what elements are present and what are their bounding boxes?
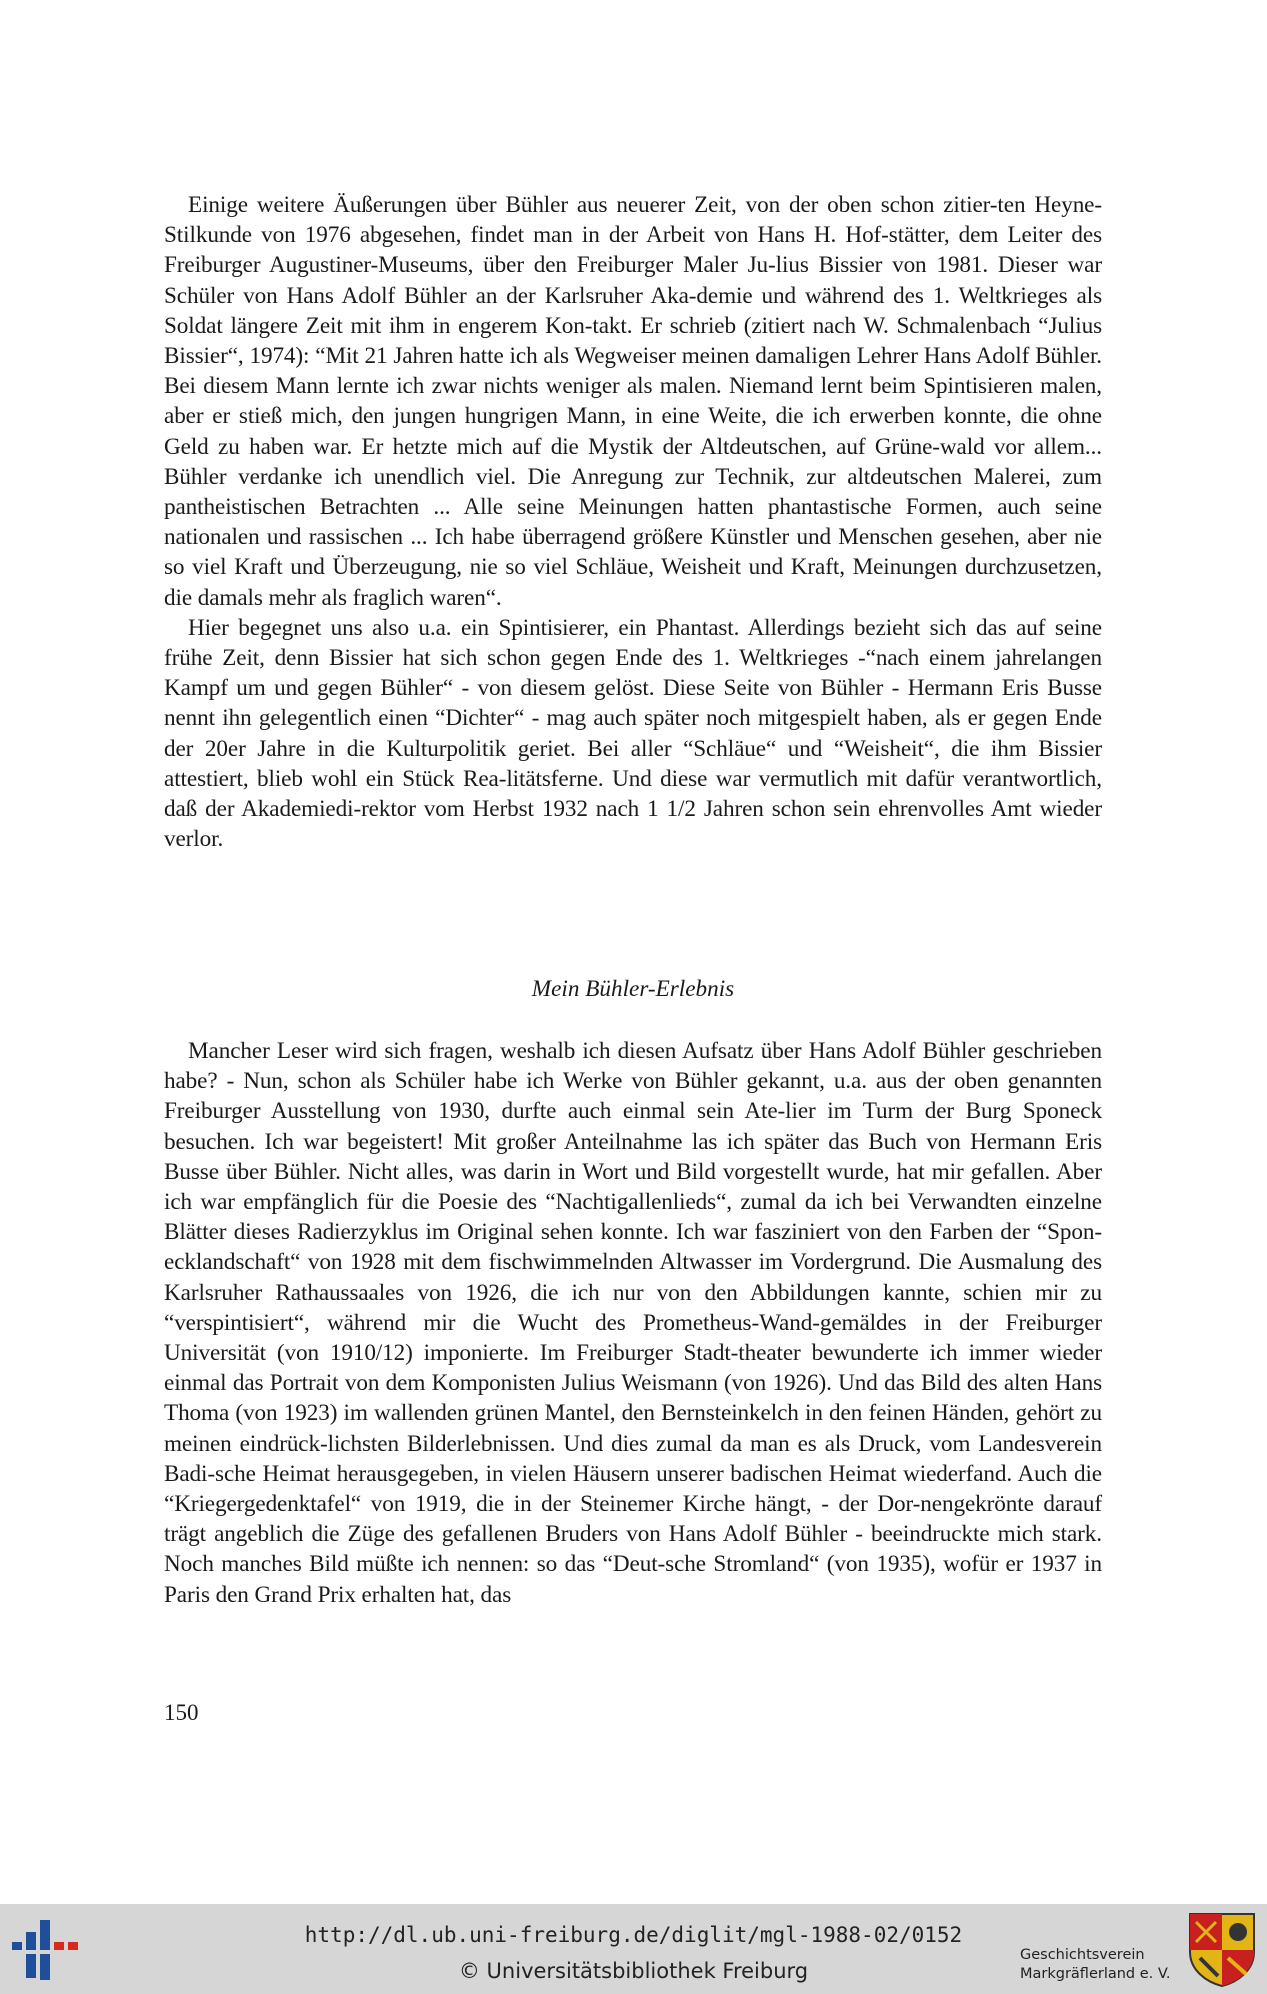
page-number: 150 [164, 1700, 199, 1725]
paragraph-spintisierer: Hier begegnet uns also u.a. ein Spintisierer, ein Phantast. Allerdings bezieht sich das auf seine frühe Zeit, denn Bissier hat sich schon gegen Ende des 1. Weltkrieges -“nach einem jahrelangen Kampf um und gegen Bühler“ - von diesem gelöst. Diese Seite von Bühler - Hermann Eris Busse nennt ihn gelegentlich einen “Dichter“ - mag auch später noch mitgespielt haben, als er gegen Ende der 20er Jahre in die Kulturpolitik geriet. Bei aller “Schläue“ und “Weisheit“, die ihm Bissier attestiert, blieb wohl ein Stück Rea-litätsferne. Und diese war vermutlich mit dafür verantwortlich, daß der Akademiedi-rektor vom Herbst 1932 nach 1 1/2 Jahren schon sein ehrenvolles Amt wieder verlor. [164, 614, 1102, 853]
footer-society-name [1020, 1946, 1180, 1984]
section-heading: Mein Bühler-Erlebnis [531, 976, 735, 1002]
body-text-bottom [164, 1036, 1102, 1610]
footer-url-link[interactable]: http://dl.ub.uni-freiburg.de/diglit/mgl-1988-02/0152 [304, 1923, 963, 1947]
paragraph-bissier-quote: Einige weitere Äußerungen über Bühler aus neuerer Zeit, von der oben schon zitier-ten Heyne-Stilkunde von 1976 abgesehen, findet man in der Arbeit von Hans H. Hof-stätter, dem Leiter des Freiburger Augustiner-Museums, über den Freiburger Maler Ju-lius Bissier von 1981. Dieser war Schüler von Hans Adolf Bühler an der Karlsruher Aka-demie und während des 1. Weltkrieges als Soldat längere Zeit mit ihm in engerem Kon-takt. Er schrieb (zitiert nach W. Schmalenbach “Julius Bissier“, 1974): “Mit 21 Jahren hatte ich als Wegweiser meinen damaligen Lehrer Hans Adolf Bühler. Bei diesem Mann lernte ich zwar nichts weniger als malen. Niemand lernt beim Spintisieren malen, aber er stieß mich, den jungen hungrigen Mann, in eine Weite, die ich erwerben konnte, die ohne Geld zu haben war. Er hetzte mich auf die Mystik der Altdeutschen, auf Grüne-wald vor allem... Bühler verdanke ich unendlich viel. Die Anregung zur Technik, zur altdeutschen Malerei, zum pantheistischen Betrachten ... Alle seine Meinungen hatten phantastische Formen, auch seine nationalen und rassischen ... Ich habe überragend größere Künstler und Menschen gesehen, aber nie so viel Kraft und Überzeugung, nie so viel Schläue, Weisheit und Kraft, Meinungen durchzusetzen, die damals mehr als fraglich waren“. [164, 192, 1102, 611]
paragraph-buehler-erlebnis: Mancher Leser wird sich fragen, weshalb ich diesen Aufsatz über Hans Adolf Bühler geschrieben habe? - Nun, schon als Schüler habe ich Werke von Bühler gekannt, u.a. aus der oben genannten Freiburger Ausstellung von 1930, durfte auch einmal sein Ate-lier im Turm der Burg Sponeck besuchen. Ich war begeistert! Mit großer Anteilnahme las ich später das Buch von Hermann Eris Busse über Bühler. Nicht alles, was darin in Wort und Bild vorgestellt wurde, hat mir gefallen. Aber ich war empfänglich für die Poesie des “Nachtigallenlieds“, zumal da ich bei Verwandten einzelne Blätter dieses Radierzyklus im Original sehen konnte. Ich war fasziniert von den Farben der “Spon-ecklandschaft“ von 1928 mit dem fischwimmelnden Altwasser im Vordergrund. Die Ausmalung des Karlsruher Rathaussaales von 1926, die ich nur von den Abbildungen kannte, schien mir zu “verspintisiert“, während mir die Wucht des Prometheus-Wand-gemäldes in der Freiburger Universität (von 1910/12) imponierte. Im Freiburger Stadt-theater bewunderte ich immer wieder einmal das Portrait von dem Komponisten Julius Weismann (von 1926). Und das Bild des alten Hans Thoma (von 1923) im wallenden grünen Mantel, den Bernsteinkelch in den feinen Händen, gehört zu meinen eindrück-lichsten Bilderlebnissen. Und dies zumal da man es als Druck, vom Landesverein Badi-sche Heimat herausgegeben, in vielen Häusern unserer badischen Heimat wiederfand. Auch die “Kriegergedenktafel“ von 1919, die in der Steinemer Kirche hängt, - der Dor-nengekrönte darauf trägt angeblich die Züge des gefallenen Bruders von Hans Adolf Bühler - beeindruckte mich stark. Noch manches Bild müßte ich nennen: so das “Deut-sche Stromland“ (von 1935), wofür er 1937 in Paris den Grand Prix erhalten hat, das [164, 1038, 1102, 1608]
society-line-1: Geschichtsverein [1020, 1947, 1145, 1963]
coat-of-arms-icon [1188, 1912, 1256, 1988]
footer-bar [0, 1904, 1267, 1994]
body-text-top [164, 190, 1102, 854]
footer-copyright: © Universitätsbibliothek Freiburg [458, 1959, 809, 1983]
society-line-2: Markgräflerland e. V. [1020, 1966, 1171, 1982]
